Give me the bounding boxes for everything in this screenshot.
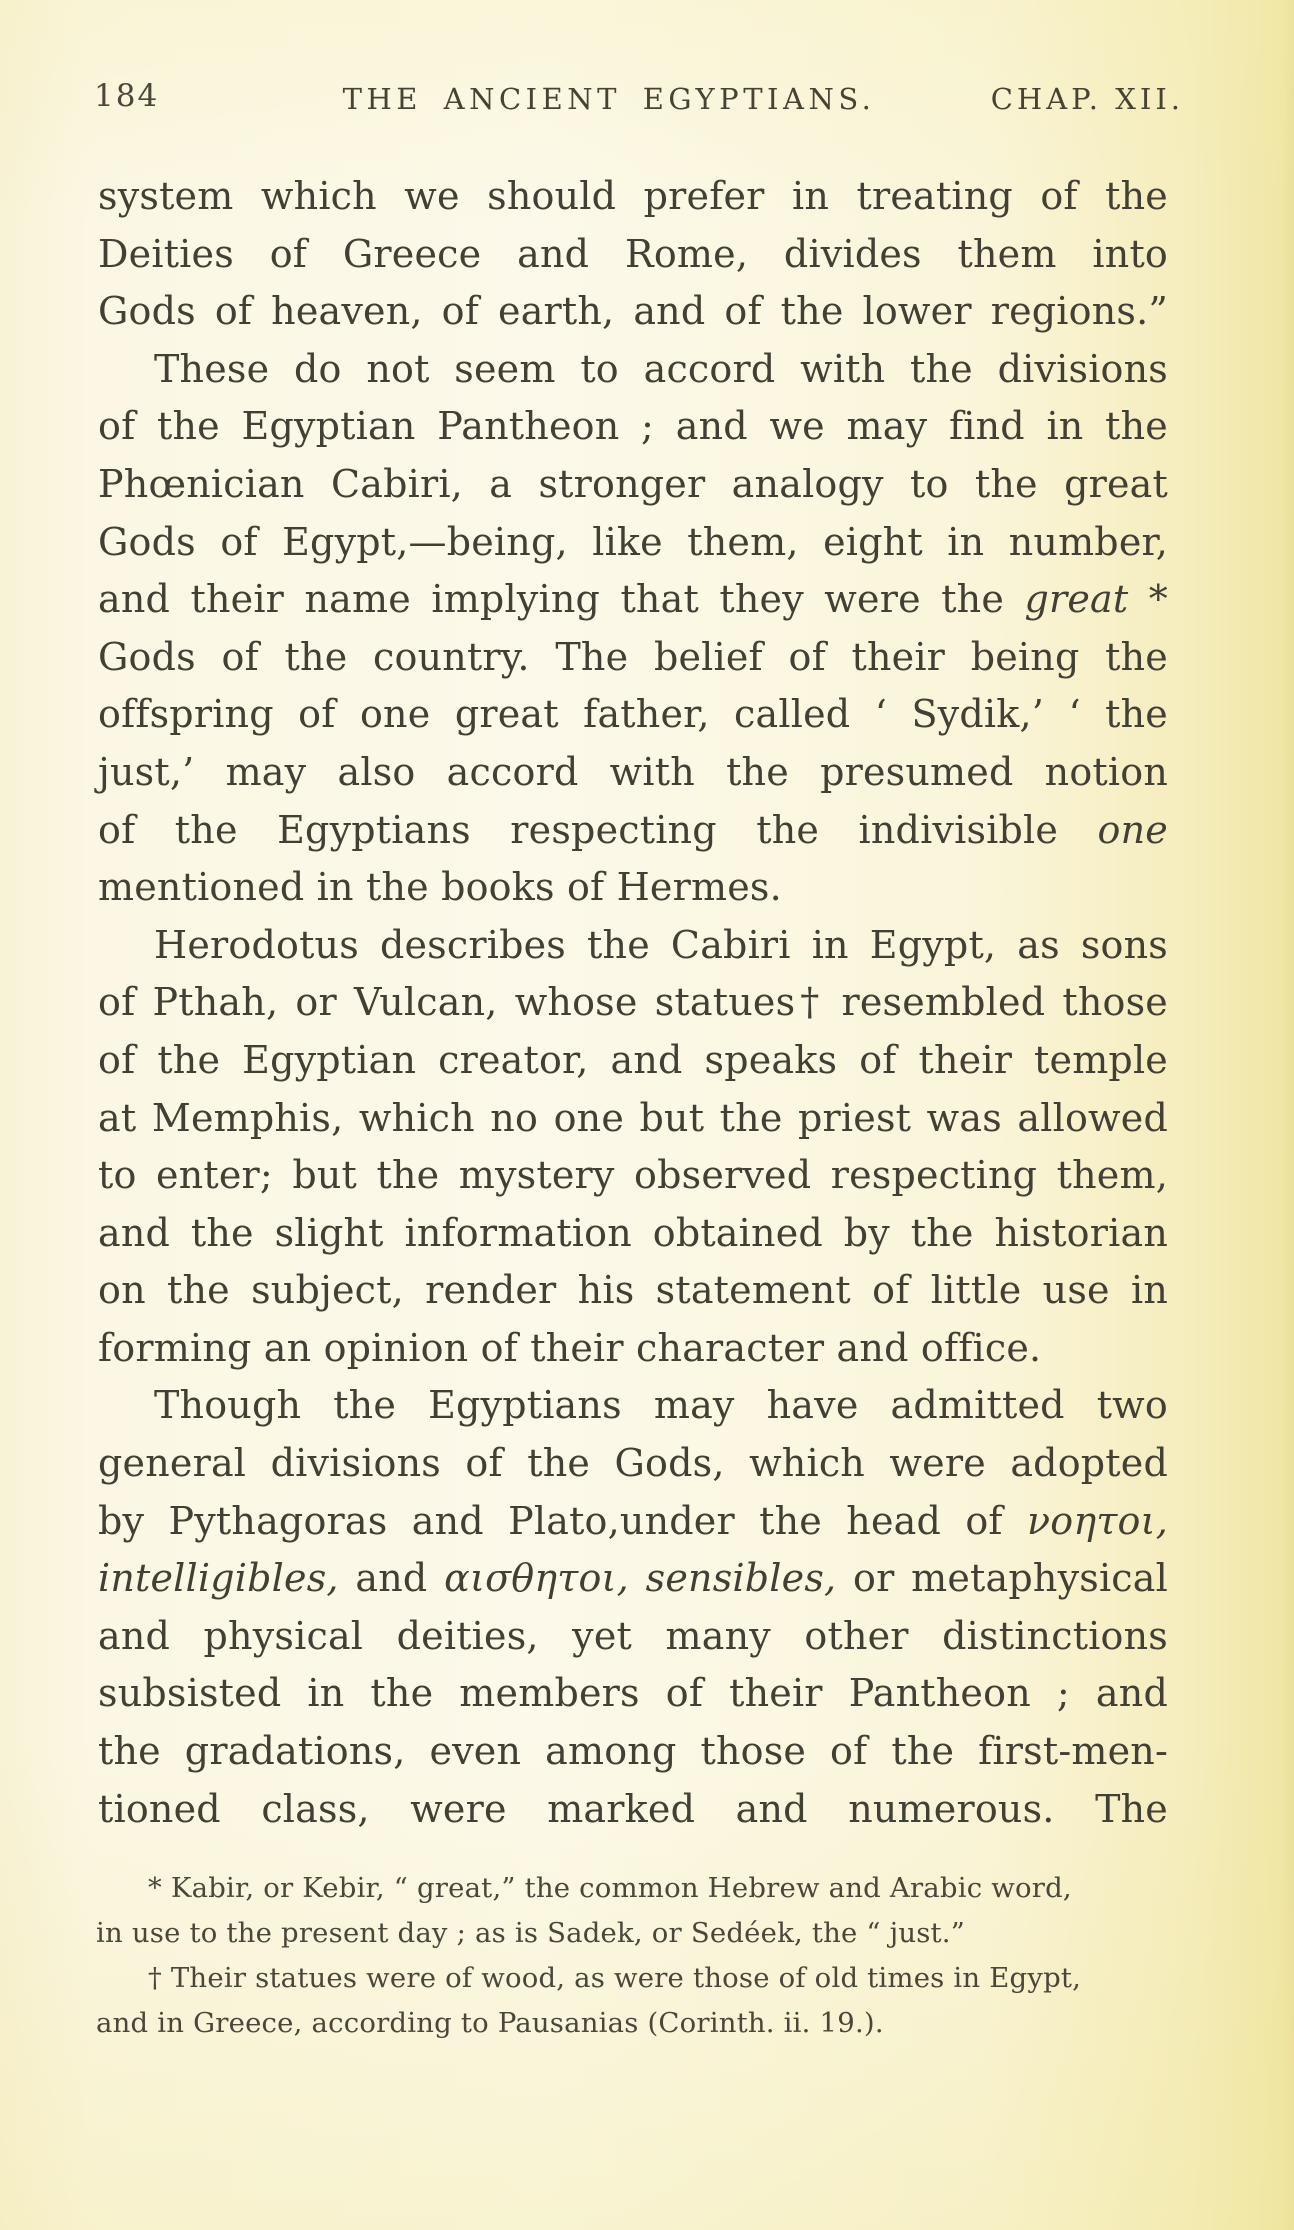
text-segment: intelligibles,: [98, 1556, 339, 1601]
body-line: [98, 283, 1168, 341]
text-segment: Gods of heaven, of earth, and of the lower regions.”: [98, 289, 1168, 334]
body-line: [98, 1090, 1168, 1148]
footnote-line: * Kabir, or Kebir, “ great,” the common Hebrew and Arabic word,: [148, 1872, 1072, 1904]
text-segment: and: [338, 1556, 445, 1601]
text-segment: mentioned in the books of Hermes.: [98, 865, 782, 910]
text-segment: at Memphis, which no one but the priest was allowed: [98, 1095, 1168, 1140]
body-line: [98, 168, 1168, 226]
text-segment: These do not seem to accord with the divisions: [154, 346, 1168, 391]
text-segment: offspring of one great father, called ‘ Sydik,’ ‘ the: [98, 692, 1168, 737]
text-segment: the gradations, even among those of the first-men-: [98, 1729, 1168, 1774]
body-line: [98, 1550, 1168, 1608]
footnote-line: in use to the present day ; as is Sadek, or Sedéek, the “ just.”: [96, 1917, 966, 1949]
text-segment: system which we should prefer in treating of the: [98, 174, 1168, 218]
body-line: [98, 341, 1168, 399]
text-segment: to enter; but the mystery observed respecting them,: [98, 1153, 1168, 1198]
text-segment: and physical deities, yet many other distinctions: [98, 1613, 1168, 1658]
text-segment: one: [1097, 807, 1168, 852]
text-segment: αισθητοι,: [444, 1556, 629, 1601]
body-line: [98, 1377, 1168, 1435]
body-line: [98, 859, 1168, 917]
body-line: [98, 398, 1168, 456]
text-segment: just,’ may also accord with the presumed notion: [98, 749, 1168, 794]
text-segment: Herodotus describes the Cabiri in Egypt, as sons: [154, 922, 1168, 967]
text-segment: by Pythagoras and Plato,under the head of: [98, 1498, 1027, 1543]
text-segment: and the slight information obtained by the historian: [98, 1210, 1168, 1255]
body-line: [98, 629, 1168, 687]
text-segment: νοητοι,: [1026, 1498, 1168, 1543]
body-line: [98, 917, 1168, 975]
page-number: 184: [94, 78, 160, 114]
body-line: [98, 226, 1168, 284]
text-segment: Phœnician Cabiri, a stronger analogy to the great: [98, 461, 1168, 506]
body-line: [98, 1320, 1168, 1378]
text-segment: and their name implying that they were the: [98, 577, 1025, 622]
text-segment: *: [1128, 577, 1168, 622]
body-line: [98, 744, 1168, 802]
body-line: [98, 514, 1168, 572]
text-segment: tioned class, were marked and numerous. The: [98, 1786, 1168, 1831]
body-line: [98, 1665, 1168, 1723]
text-segment: or metaphysical: [836, 1556, 1168, 1601]
footnote-line: and in Greece, according to Pausanias (Corinth. ii. 19.).: [96, 2007, 884, 2039]
text-segment: Deities of Greece and Rome, divides them into: [98, 231, 1168, 276]
text-segment: general divisions of the Gods, which were adopted: [98, 1441, 1168, 1486]
body-line: [98, 456, 1168, 514]
footnotes: [96, 1866, 1176, 2046]
chapter-label: CHAP. XII.: [990, 82, 1184, 116]
body-line: [98, 802, 1168, 860]
text-segment: subsisted in the members of their Pantheon ; and: [98, 1671, 1168, 1716]
text-segment: of Pthah, or Vulcan, whose statues† resembled those: [98, 980, 1168, 1025]
body-line: [98, 974, 1168, 1032]
body-line: [98, 1493, 1168, 1551]
body-line: [98, 1032, 1168, 1090]
body-line: [98, 1147, 1168, 1205]
text-segment: sensibles,: [645, 1556, 837, 1601]
body-line: [98, 1435, 1168, 1493]
text-segment: Gods of Egypt,—being, like them, eight in number,: [98, 519, 1168, 564]
body-line: [98, 1608, 1168, 1666]
page-header: [94, 76, 1184, 122]
body-line: [98, 1262, 1168, 1320]
text-segment: great: [1024, 577, 1129, 622]
body-line: [98, 1723, 1168, 1781]
text-segment: forming an opinion of their character and office.: [98, 1325, 1042, 1370]
text-segment: of the Egyptians respecting the indivisible: [98, 807, 1098, 852]
running-title: THE ANCIENT EGYPTIANS.: [342, 82, 876, 116]
body-line: [98, 686, 1168, 744]
body-line: [98, 1205, 1168, 1263]
body-line: [98, 571, 1168, 629]
text-segment: Though the Egyptians may have admitted two: [154, 1383, 1168, 1428]
text-segment: on the subject, render his statement of little use in: [98, 1268, 1168, 1313]
body-text: [98, 168, 1168, 1838]
text-segment: of the Egyptian Pantheon ; and we may find in the: [98, 404, 1168, 449]
text-segment: Gods of the country. The belief of their being the: [98, 634, 1168, 679]
text-segment: of the Egyptian creator, and speaks of their temple: [98, 1037, 1168, 1082]
text-segment: [629, 1556, 646, 1600]
body-line: [98, 1781, 1168, 1839]
footnote-line: † Their statues were of wood, as were those of old times in Egypt,: [148, 1962, 1082, 1994]
